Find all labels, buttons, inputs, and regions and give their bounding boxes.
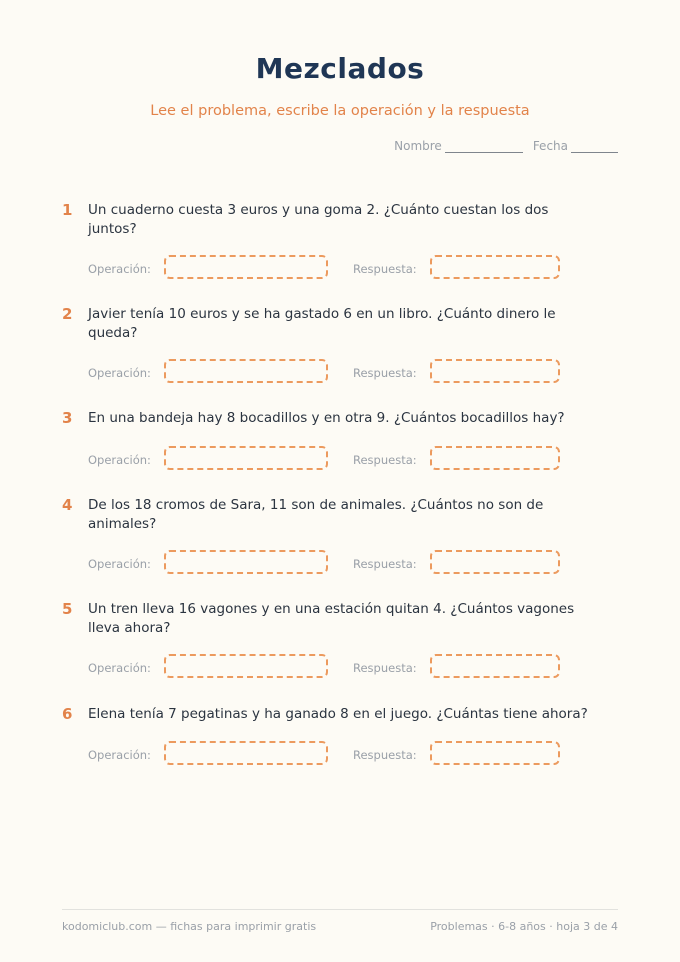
operation-label: Operación: [88, 748, 151, 762]
operation-label: Operación: [88, 366, 151, 380]
answer-row [88, 446, 608, 474]
answer-box[interactable] [430, 359, 560, 383]
problem-number: 6 [62, 705, 73, 723]
operation-box[interactable] [164, 741, 328, 765]
problem-text: Elena tenía 7 pegatinas y ha ganado 8 en el juego. ¿Cuántas tiene ahora? [88, 706, 588, 722]
date-blank-line[interactable] [571, 140, 618, 153]
problem-text: Un cuaderno cuesta 3 euros y una goma 2. ¿Cuánto cuestan los dos juntos? [88, 202, 549, 237]
operation-box[interactable] [164, 359, 328, 383]
name-blank-line[interactable] [445, 140, 523, 153]
problem-text: Javier tenía 10 euros y se ha gastado 6 en un libro. ¿Cuánto dinero le queda? [88, 306, 556, 341]
operation-box[interactable] [164, 654, 328, 678]
operation-box[interactable] [164, 550, 328, 574]
name-date-fields [394, 139, 618, 153]
answer-label: Respuesta: [353, 366, 417, 380]
answer-row [88, 550, 608, 578]
operation-label: Operación: [88, 557, 151, 571]
answer-label: Respuesta: [353, 748, 417, 762]
answer-row [88, 359, 608, 387]
page-title: Mezclados [255, 52, 425, 85]
problem-text: En una bandeja hay 8 bocadillos y en otra 9. ¿Cuántos bocadillos hay? [88, 410, 565, 426]
answer-label: Respuesta: [353, 453, 417, 467]
problem-3 [62, 409, 622, 479]
problem-5 [62, 600, 622, 690]
problem-number: 4 [62, 496, 73, 514]
operation-box[interactable] [164, 255, 328, 279]
footer-divider [62, 909, 618, 910]
problem-number: 3 [62, 409, 73, 427]
operation-box[interactable] [164, 446, 328, 470]
date-label: Fecha [532, 139, 568, 153]
answer-row [88, 654, 608, 682]
operation-label: Operación: [88, 661, 151, 675]
operation-label: Operación: [88, 262, 151, 276]
name-label: Nombre [394, 139, 442, 153]
problem-2 [62, 305, 622, 395]
problem-text: Un tren lleva 16 vagones y en una estación quitan 4. ¿Cuántos vagones lleva ahora? [88, 601, 575, 636]
answer-row [88, 741, 608, 769]
problem-number: 5 [62, 600, 73, 618]
answer-row [88, 255, 608, 283]
footer-site-text: kodomiclub.com — fichas para imprimir gratis [62, 920, 317, 933]
answer-label: Respuesta: [353, 661, 417, 675]
answer-label: Respuesta: [353, 557, 417, 571]
problem-number: 2 [62, 305, 73, 323]
page-subtitle: Lee el problema, escribe la operación y la respuesta [150, 103, 530, 119]
problem-6 [62, 705, 622, 775]
problem-4 [62, 496, 622, 586]
answer-box[interactable] [430, 446, 560, 470]
answer-label: Respuesta: [353, 262, 417, 276]
answer-box[interactable] [430, 255, 560, 279]
operation-label: Operación: [88, 453, 151, 467]
footer-sheet-info: Problemas · 6-8 años · hoja 3 de 4 [430, 920, 618, 933]
problem-text: De los 18 cromos de Sara, 11 son de animales. ¿Cuántos no son de animales? [88, 497, 544, 532]
answer-box[interactable] [430, 741, 560, 765]
problem-1 [62, 201, 622, 291]
answer-box[interactable] [430, 654, 560, 678]
answer-box[interactable] [430, 550, 560, 574]
problem-number: 1 [62, 201, 73, 219]
